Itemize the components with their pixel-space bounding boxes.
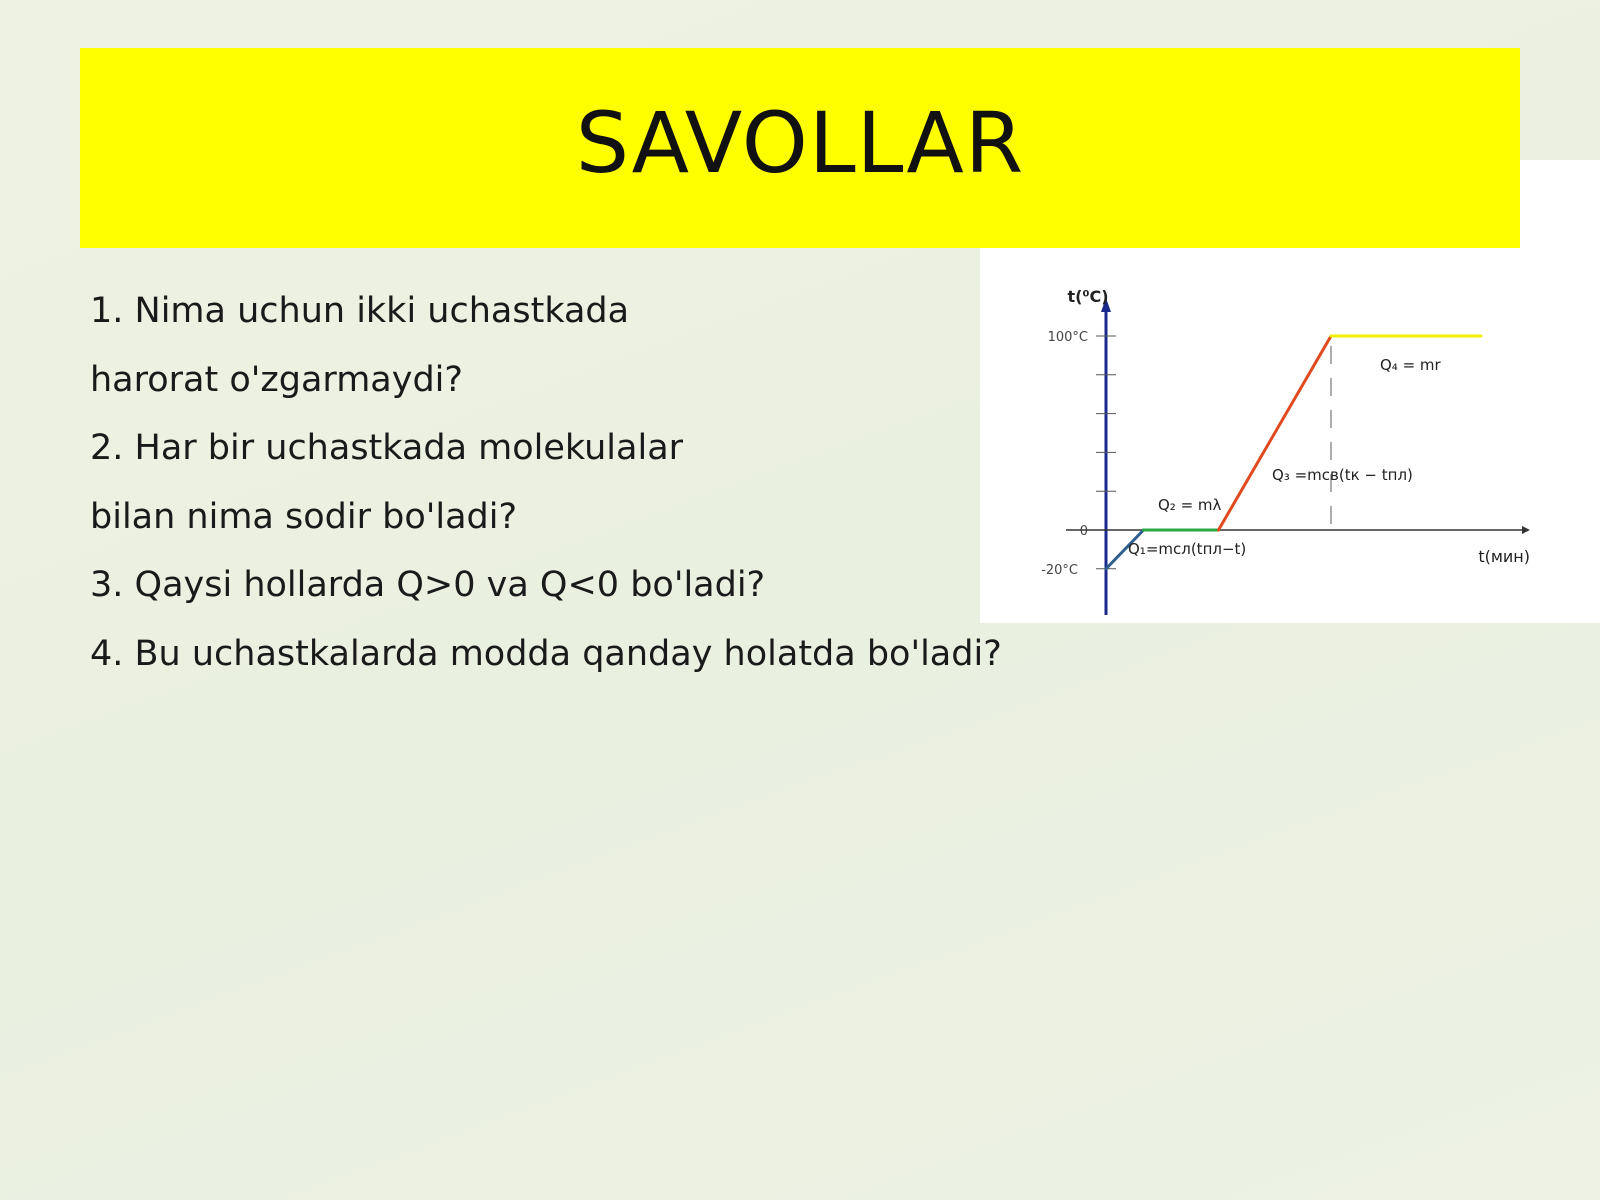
y-tick-label: 100°C — [1047, 330, 1088, 345]
question-line: 2. Har bir uchastkada molekulalar — [90, 428, 684, 468]
question-line: 4. Bu uchastkalarda modda qanday holatda bo'ladi? — [90, 633, 1002, 674]
title-banner — [80, 48, 1520, 248]
chart-axes — [1066, 298, 1530, 615]
segment-label: Q₄ = mr — [1380, 356, 1441, 374]
question-line: 3. Qaysi hollarda Q>0 va Q<0 bo'ladi? — [90, 565, 766, 605]
chart-labels — [1041, 287, 1530, 578]
segment-label: Q₂ = mλ — [1158, 496, 1222, 514]
question-line: 1. Nima uchun ikki uchastkada — [90, 291, 630, 331]
segment-label: Q₁=mcл(tпл−t) — [1128, 540, 1247, 558]
x-axis-label: t(мин) — [1478, 547, 1530, 566]
series-segment — [1219, 336, 1332, 530]
segment-label: Q₃ =mcв(tк − tпл) — [1272, 466, 1413, 484]
question-line: harorat o'zgarmaydi? — [90, 359, 463, 400]
x-axis-arrow — [1522, 526, 1530, 534]
question-line: bilan nima sodir bo'ladi? — [90, 496, 518, 537]
question-list — [90, 282, 1002, 693]
y-tick-label: -20°C — [1041, 562, 1078, 578]
y-axis-label: t(⁰С) — [1067, 287, 1109, 306]
y-tick-label: 0 — [1079, 524, 1088, 539]
page-title: SAVOLLAR — [575, 94, 1025, 192]
